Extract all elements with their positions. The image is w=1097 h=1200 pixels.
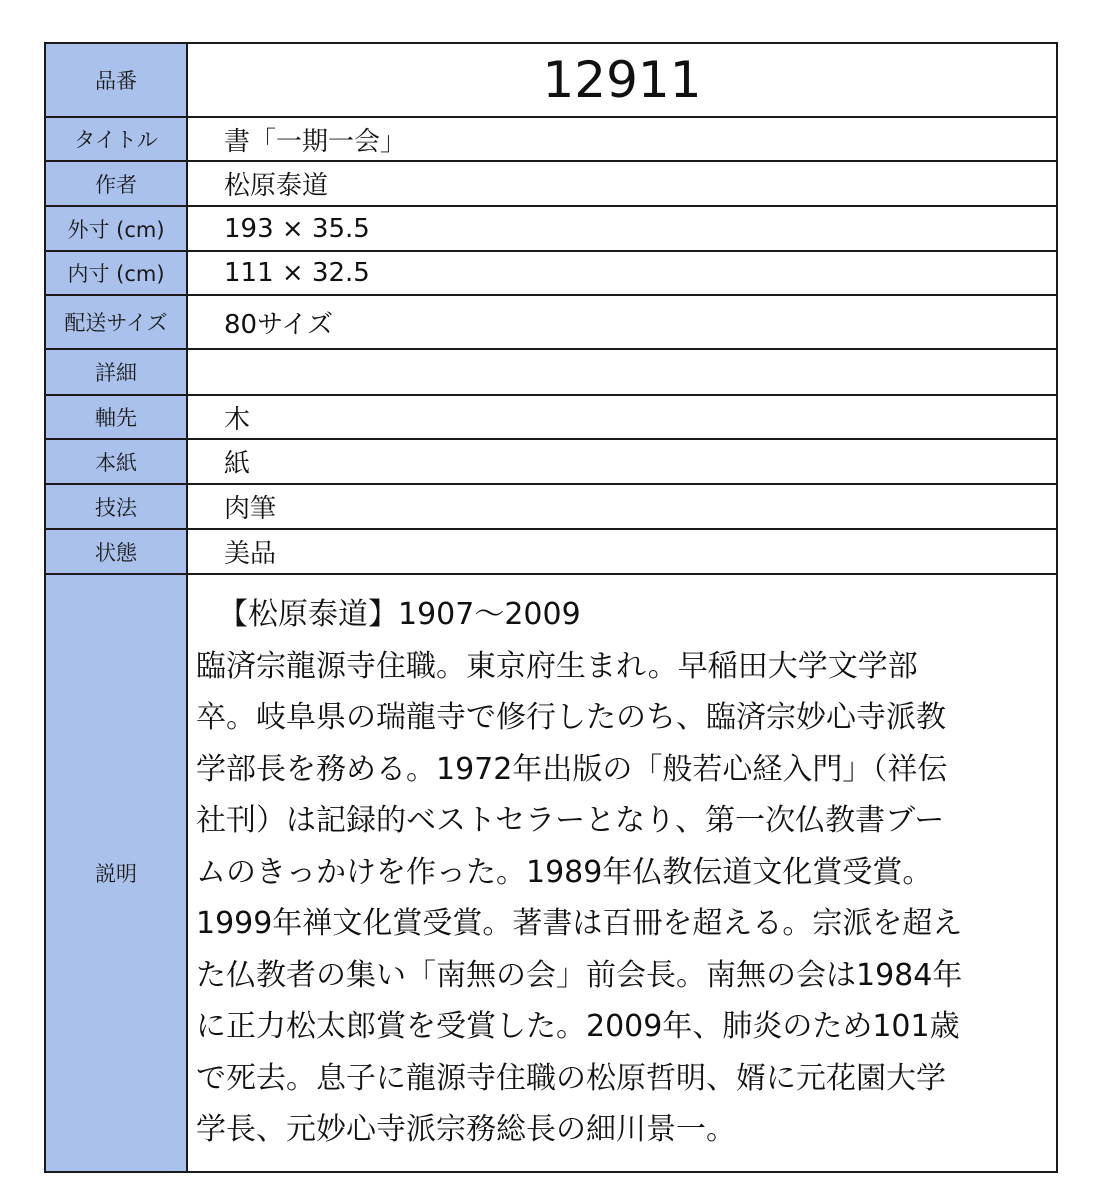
description-body xyxy=(196,641,1036,1156)
description-line: 学長、元妙心寺派宗務総長の細川景一。 xyxy=(196,1112,736,1147)
value-author: 松原泰道 xyxy=(224,171,329,201)
description-line: た仏教者の集い「南無の会」前会長。南無の会は1984年 xyxy=(196,957,963,993)
label-condition: 状態 xyxy=(46,530,188,573)
row-details xyxy=(46,350,1056,396)
label-technique: 技法 xyxy=(46,485,188,528)
label-roller-end: 軸先 xyxy=(46,396,188,438)
description-line: 1999年禅文化賞受賞。著書は百冊を超える。宗派を超え xyxy=(196,906,963,941)
label-description: 説明 xyxy=(46,575,188,1171)
value-technique: 肉筆 xyxy=(224,494,277,524)
description-line: 臨済宗龍源寺住職。東京府生まれ。早稲田大学文学部 xyxy=(196,648,918,684)
value-title: 書「一期一会」 xyxy=(224,126,407,157)
row-outer-size xyxy=(46,207,1056,252)
label-author: 作者 xyxy=(46,162,188,205)
row-item-number xyxy=(46,44,1056,118)
value-roller-end: 木 xyxy=(224,404,251,435)
row-inner-size xyxy=(46,252,1056,296)
label-base-paper: 本紙 xyxy=(46,440,188,483)
value-outer-size: 193 × 35.5 xyxy=(224,213,370,244)
description-line: で死去。息子に龍源寺住職の松原哲明、婿に元花園大学 xyxy=(196,1060,946,1096)
label-details: 詳細 xyxy=(46,350,188,394)
row-shipping-size xyxy=(46,296,1056,350)
label-outer-size: 外寸 (cm) xyxy=(46,207,188,250)
label-title: タイトル xyxy=(46,118,188,160)
row-author xyxy=(46,162,1056,207)
row-description xyxy=(46,575,1056,1171)
description-heading: 【松原泰道】1907～2009 xyxy=(218,597,581,632)
label-shipping-size: 配送サイズ xyxy=(46,296,188,348)
value-condition: 美品 xyxy=(224,539,277,569)
row-title xyxy=(46,118,1056,162)
value-base-paper: 紙 xyxy=(224,449,251,479)
value-details xyxy=(188,350,1056,394)
product-info-table xyxy=(44,42,1058,1173)
description-line: 学部長を務める。1972年出版の「般若心経入門」（祥伝 xyxy=(196,751,948,787)
row-roller-end xyxy=(46,396,1056,440)
label-inner-size: 内寸 (cm) xyxy=(46,252,188,294)
row-condition xyxy=(46,530,1056,575)
value-shipping-size: 80サイズ xyxy=(224,309,334,340)
value-inner-size: 111 × 32.5 xyxy=(224,258,370,288)
row-base-paper xyxy=(46,440,1056,485)
description-line: 卒。岐阜県の瑞龍寺で修行したのち、臨済宗妙心寺派教 xyxy=(196,700,946,735)
value-item-number: 12911 xyxy=(542,51,702,109)
description-line: 社刊）は記録的ベストセラーとなり、第一次仏教書ブー xyxy=(196,803,945,838)
description-line: に正力松太郎賞を受賞した。2009年、肺炎のため101歳 xyxy=(196,1009,960,1044)
description-line: ムのきっかけを作った。1989年仏教伝道文化賞受賞。 xyxy=(196,854,933,890)
label-item-number: 品番 xyxy=(46,44,188,116)
value-description xyxy=(188,575,1056,1171)
row-technique xyxy=(46,485,1056,530)
